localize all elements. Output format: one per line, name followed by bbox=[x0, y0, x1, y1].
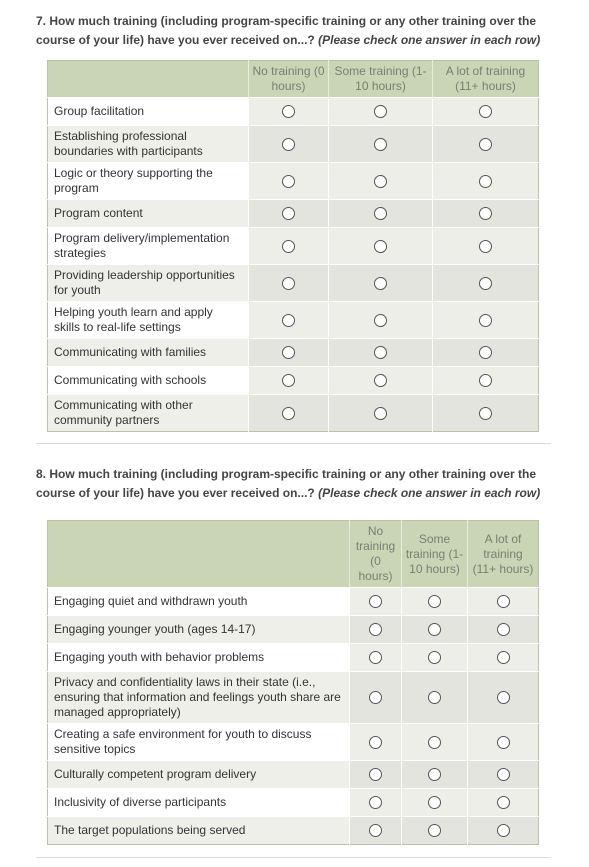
option-cell[interactable] bbox=[433, 395, 539, 432]
radio-a-lot-of-training[interactable] bbox=[497, 691, 510, 704]
row-label: Communicating with other community partners bbox=[48, 395, 249, 432]
radio-no-training[interactable] bbox=[282, 374, 295, 387]
option-cell[interactable] bbox=[350, 817, 402, 845]
radio-a-lot-of-training[interactable] bbox=[479, 374, 492, 387]
radio-some-training[interactable] bbox=[428, 651, 441, 664]
row-label: Inclusivity of diverse participants bbox=[48, 789, 350, 817]
option-cell[interactable] bbox=[329, 126, 433, 163]
matrix-row bbox=[48, 395, 539, 432]
radio-no-training[interactable] bbox=[282, 175, 295, 188]
option-cell[interactable] bbox=[329, 367, 433, 395]
option-cell[interactable] bbox=[468, 616, 539, 644]
option-cell[interactable] bbox=[249, 367, 329, 395]
radio-no-training[interactable] bbox=[282, 240, 295, 253]
matrix-row bbox=[48, 644, 539, 672]
matrix-row bbox=[48, 789, 539, 817]
radio-some-training[interactable] bbox=[428, 623, 441, 636]
option-cell[interactable] bbox=[433, 367, 539, 395]
option-cell[interactable] bbox=[249, 395, 329, 432]
option-cell[interactable] bbox=[350, 724, 402, 761]
option-cell[interactable] bbox=[402, 817, 468, 845]
option-cell[interactable] bbox=[433, 126, 539, 163]
radio-a-lot-of-training[interactable] bbox=[497, 824, 510, 837]
row-label: Logic or theory supporting the program bbox=[48, 163, 249, 200]
radio-a-lot-of-training[interactable] bbox=[479, 207, 492, 220]
radio-a-lot-of-training[interactable] bbox=[479, 175, 492, 188]
option-cell[interactable] bbox=[468, 724, 539, 761]
radio-a-lot-of-training[interactable] bbox=[479, 407, 492, 420]
option-cell[interactable] bbox=[433, 339, 539, 367]
option-cell[interactable] bbox=[468, 672, 539, 724]
column-header-no-training: No training (0 hours) bbox=[249, 61, 329, 98]
option-cell[interactable] bbox=[402, 761, 468, 789]
radio-no-training[interactable] bbox=[369, 595, 382, 608]
row-label: Engaging quiet and withdrawn youth bbox=[48, 588, 350, 616]
option-cell[interactable] bbox=[402, 616, 468, 644]
row-label: Program content bbox=[48, 200, 249, 228]
option-cell[interactable] bbox=[329, 265, 433, 302]
radio-some-training[interactable] bbox=[374, 374, 387, 387]
row-label: Establishing professional boundaries with participants bbox=[48, 126, 249, 163]
option-cell[interactable] bbox=[329, 339, 433, 367]
question-7-text: 7. How much training (including program-specific training or any other training over the course of your life) have you ever received on...? bbox=[36, 14, 537, 47]
option-cell[interactable] bbox=[350, 789, 402, 817]
row-label: Helping youth learn and apply skills to real-life settings bbox=[48, 302, 249, 339]
question-7-instruction: (Please check one answer in each row) bbox=[318, 33, 541, 47]
matrix-row bbox=[48, 616, 539, 644]
radio-some-training[interactable] bbox=[428, 736, 441, 749]
question-separator bbox=[36, 443, 551, 444]
matrix-row bbox=[48, 302, 539, 339]
radio-a-lot-of-training[interactable] bbox=[497, 796, 510, 809]
option-cell[interactable] bbox=[402, 644, 468, 672]
radio-some-training[interactable] bbox=[428, 768, 441, 781]
option-cell[interactable] bbox=[350, 588, 402, 616]
option-cell[interactable] bbox=[402, 789, 468, 817]
row-label: Culturally competent program delivery bbox=[48, 761, 350, 789]
column-header-no-training: No training (0 hours) bbox=[350, 521, 402, 588]
row-label: Engaging youth with behavior problems bbox=[48, 644, 350, 672]
radio-no-training[interactable] bbox=[282, 207, 295, 220]
radio-some-training[interactable] bbox=[374, 314, 387, 327]
option-cell[interactable] bbox=[249, 339, 329, 367]
option-cell[interactable] bbox=[468, 817, 539, 845]
row-label: Engaging younger youth (ages 14-17) bbox=[48, 616, 350, 644]
radio-no-training[interactable] bbox=[282, 277, 295, 290]
option-cell[interactable] bbox=[249, 228, 329, 265]
option-cell[interactable] bbox=[402, 588, 468, 616]
option-cell[interactable] bbox=[468, 761, 539, 789]
radio-some-training[interactable] bbox=[374, 407, 387, 420]
option-cell[interactable] bbox=[433, 98, 539, 126]
radio-some-training[interactable] bbox=[428, 595, 441, 608]
radio-a-lot-of-training[interactable] bbox=[479, 240, 492, 253]
option-cell[interactable] bbox=[402, 672, 468, 724]
option-cell[interactable] bbox=[433, 265, 539, 302]
row-label: Program delivery/implementation strategies bbox=[48, 228, 249, 265]
question-8-grid bbox=[47, 520, 539, 845]
option-cell[interactable] bbox=[350, 644, 402, 672]
option-cell[interactable] bbox=[350, 761, 402, 789]
option-cell[interactable] bbox=[249, 126, 329, 163]
question-7-title bbox=[36, 12, 556, 50]
radio-a-lot-of-training[interactable] bbox=[497, 651, 510, 664]
radio-some-training[interactable] bbox=[374, 240, 387, 253]
matrix-row bbox=[48, 339, 539, 367]
option-cell[interactable] bbox=[249, 200, 329, 228]
option-cell[interactable] bbox=[329, 228, 433, 265]
radio-no-training[interactable] bbox=[369, 651, 382, 664]
row-label: Creating a safe environment for youth to discuss sensitive topics bbox=[48, 724, 350, 761]
matrix-row bbox=[48, 367, 539, 395]
radio-a-lot-of-training[interactable] bbox=[479, 314, 492, 327]
radio-no-training[interactable] bbox=[282, 138, 295, 151]
grid-corner bbox=[48, 521, 350, 588]
radio-no-training[interactable] bbox=[282, 407, 295, 420]
radio-some-training[interactable] bbox=[374, 346, 387, 359]
radio-a-lot-of-training[interactable] bbox=[497, 736, 510, 749]
question-8-text: 8. How much training (including program-specific training or any other training over the course of your life) have you ever received on...? bbox=[36, 467, 537, 500]
radio-no-training[interactable] bbox=[282, 314, 295, 327]
option-cell[interactable] bbox=[402, 724, 468, 761]
column-header-a-lot-of-training: A lot of training (11+ hours) bbox=[433, 61, 539, 98]
radio-some-training[interactable] bbox=[374, 207, 387, 220]
option-cell[interactable] bbox=[433, 163, 539, 200]
option-cell[interactable] bbox=[329, 200, 433, 228]
radio-some-training[interactable] bbox=[428, 824, 441, 837]
row-label: Group facilitation bbox=[48, 98, 249, 126]
matrix-row bbox=[48, 761, 539, 789]
radio-a-lot-of-training[interactable] bbox=[479, 277, 492, 290]
radio-no-training[interactable] bbox=[369, 768, 382, 781]
option-cell[interactable] bbox=[249, 163, 329, 200]
radio-no-training[interactable] bbox=[369, 796, 382, 809]
matrix-row bbox=[48, 126, 539, 163]
option-cell[interactable] bbox=[329, 98, 433, 126]
question-separator bbox=[36, 857, 551, 858]
radio-a-lot-of-training[interactable] bbox=[479, 346, 492, 359]
question-8-instruction: (Please check one answer in each row) bbox=[318, 486, 541, 500]
radio-no-training[interactable] bbox=[369, 824, 382, 837]
radio-some-training[interactable] bbox=[374, 105, 387, 118]
matrix-row bbox=[48, 588, 539, 616]
option-cell[interactable] bbox=[249, 302, 329, 339]
radio-some-training[interactable] bbox=[428, 796, 441, 809]
option-cell[interactable] bbox=[329, 163, 433, 200]
radio-a-lot-of-training[interactable] bbox=[497, 768, 510, 781]
option-cell[interactable] bbox=[468, 588, 539, 616]
column-header-a-lot-of-training: A lot of training (11+ hours) bbox=[468, 521, 539, 588]
radio-a-lot-of-training[interactable] bbox=[497, 595, 510, 608]
row-label: The target populations being served bbox=[48, 817, 350, 845]
option-cell[interactable] bbox=[350, 616, 402, 644]
radio-no-training[interactable] bbox=[369, 736, 382, 749]
matrix-row bbox=[48, 228, 539, 265]
radio-some-training[interactable] bbox=[428, 691, 441, 704]
radio-no-training[interactable] bbox=[369, 691, 382, 704]
radio-a-lot-of-training[interactable] bbox=[479, 138, 492, 151]
grid-corner bbox=[48, 61, 249, 98]
matrix-row bbox=[48, 672, 539, 724]
radio-no-training[interactable] bbox=[282, 105, 295, 118]
radio-a-lot-of-training[interactable] bbox=[479, 105, 492, 118]
matrix-row bbox=[48, 200, 539, 228]
matrix-row bbox=[48, 163, 539, 200]
radio-no-training[interactable] bbox=[369, 623, 382, 636]
option-cell[interactable] bbox=[468, 789, 539, 817]
option-cell[interactable] bbox=[433, 200, 539, 228]
option-cell[interactable] bbox=[468, 644, 539, 672]
option-cell[interactable] bbox=[350, 672, 402, 724]
row-label: Communicating with families bbox=[48, 339, 249, 367]
radio-a-lot-of-training[interactable] bbox=[497, 623, 510, 636]
matrix-row bbox=[48, 817, 539, 845]
row-label: Privacy and confidentiality laws in their state (i.e., ensuring that information and feelings youth share are managed appropriately) bbox=[48, 672, 350, 724]
option-cell[interactable] bbox=[249, 265, 329, 302]
matrix-row bbox=[48, 265, 539, 302]
row-label: Providing leadership opportunities for youth bbox=[48, 265, 249, 302]
option-cell[interactable] bbox=[433, 228, 539, 265]
radio-some-training[interactable] bbox=[374, 277, 387, 290]
matrix-row bbox=[48, 724, 539, 761]
column-header-some-training: Some training (1-10 hours) bbox=[402, 521, 468, 588]
option-cell[interactable] bbox=[329, 395, 433, 432]
radio-some-training[interactable] bbox=[374, 138, 387, 151]
question-7-grid bbox=[47, 60, 539, 432]
option-cell[interactable] bbox=[329, 302, 433, 339]
question-8-title bbox=[36, 465, 556, 503]
option-cell[interactable] bbox=[249, 98, 329, 126]
matrix-row bbox=[48, 98, 539, 126]
option-cell[interactable] bbox=[433, 302, 539, 339]
radio-some-training[interactable] bbox=[374, 175, 387, 188]
radio-no-training[interactable] bbox=[282, 346, 295, 359]
column-header-some-training: Some training (1-10 hours) bbox=[329, 61, 433, 98]
row-label: Communicating with schools bbox=[48, 367, 249, 395]
